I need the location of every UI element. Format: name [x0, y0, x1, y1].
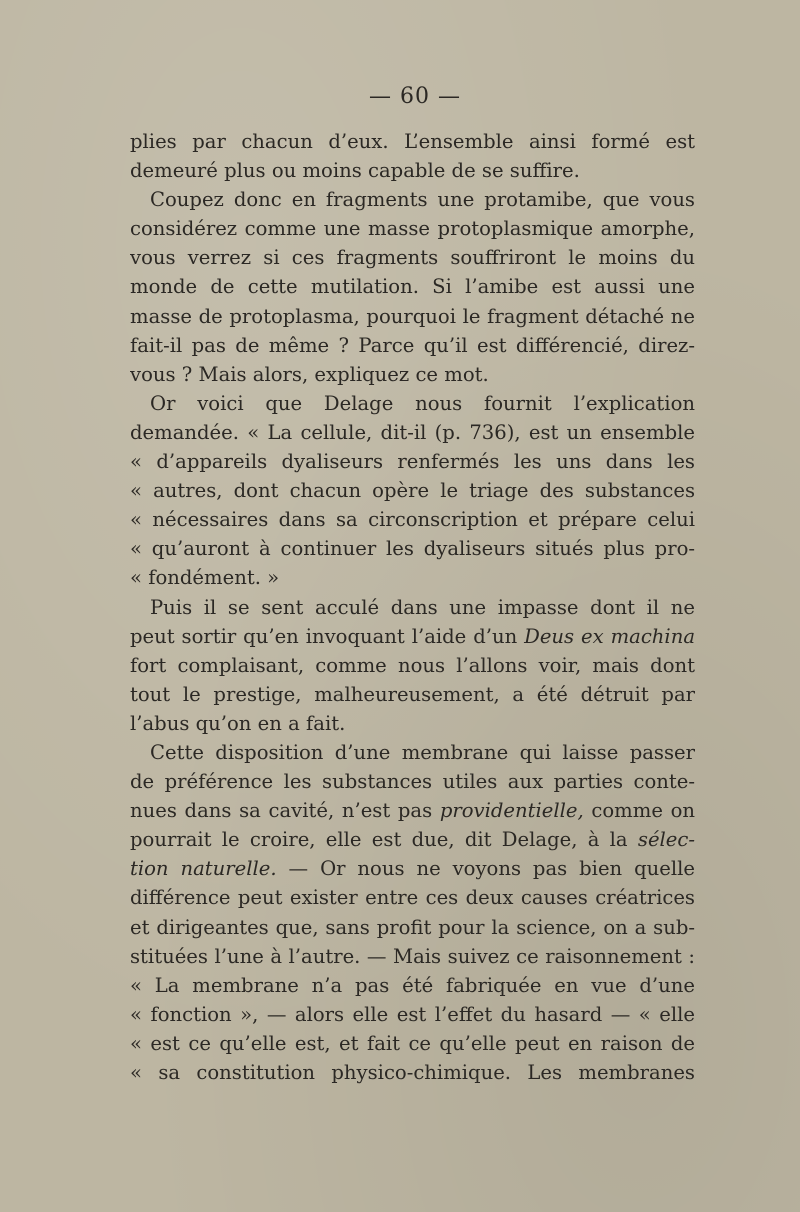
text-line: Coupez donc en fragments une protamibe, que vous [150, 188, 695, 212]
text-line: peut sortir qu’en invoquant l’aide d’un Deus ex machina [130, 624, 695, 648]
text-line: « fondément. » [130, 566, 280, 590]
text-line: pourrait le croire, elle est due, dit Delage, à la sélec- [130, 828, 695, 852]
text-line: « La membrane n’a pas été fabriquée en vue d’une [130, 973, 695, 997]
text-line: tion naturelle. — Or nous ne voyons pas bien quelle [130, 857, 695, 881]
page-number: — 60 — [369, 84, 461, 109]
text-line: différence peut exister entre ces deux causes créatrices [130, 886, 695, 910]
text-line: demeuré plus ou moins capable de se suffire. [130, 159, 580, 183]
text-line: « est ce qu’elle est, et fait ce qu’elle peut en raison de [130, 1031, 695, 1055]
text-line: « fonction », — alors elle est l’effet du hasard — « elle [130, 1002, 695, 1026]
text-line: monde de cette mutilation. Si l’amibe est aussi une [130, 275, 695, 299]
text-line: et dirigeantes que, sans profit pour la science, on a sub- [130, 915, 695, 939]
text-line: Puis il se sent acculé dans une impasse dont il ne [150, 595, 695, 619]
italic-phrase: tion naturelle. [130, 857, 277, 881]
text-line: l’abus qu’on en a fait. [130, 711, 346, 735]
text-line: considérez comme une masse protoplasmique amorphe, [130, 217, 695, 241]
text-line: masse de protoplasma, pourquoi le fragment détaché ne [130, 304, 695, 328]
italic-phrase: providentielle, [439, 799, 584, 823]
italic-phrase: Deus ex machina [524, 624, 695, 648]
text-line: Or voici que Delage nous fournit l’explication [150, 391, 695, 415]
text-line: fort complaisant, comme nous l’allons voir, mais dont [130, 653, 695, 677]
text-line: Cette disposition d’une membrane qui laisse passer [150, 740, 695, 764]
text-line: nues dans sa cavité, n’est pas providentielle, comme on [130, 799, 695, 823]
text-line: tout le prestige, malheureusement, a été détruit par [130, 682, 695, 706]
text-line: de préférence les substances utiles aux parties conte- [130, 770, 695, 794]
text-line: fait-il pas de même ? Parce qu’il est différencié, direz- [130, 333, 695, 357]
text-line: plies par chacun d’eux. L’ensemble ainsi formé est [130, 130, 695, 153]
italic-phrase: sélec- [637, 828, 695, 852]
text-line: « nécessaires dans sa circonscription et prépare celui [130, 508, 695, 532]
text-line: « qu’auront à continuer les dyaliseurs situés plus pro- [130, 537, 695, 561]
text-line: vous verrez si ces fragments souffriront le moins du [130, 246, 695, 270]
text-line: vous ? Mais alors, expliquez ce mot. [130, 362, 489, 386]
text-line: demandée. « La cellule, dit-il (p. 736), est un ensemble [130, 420, 695, 444]
body-text [130, 127, 695, 1087]
text-line: « autres, dont chacun opère le triage des substances [130, 479, 695, 503]
text-line: « d’appareils dyaliseurs renfermés les uns dans les [130, 450, 695, 474]
text-line: stituées l’une à l’autre. — Mais suivez ce raisonnement : [130, 944, 695, 968]
text-line: « sa constitution physico-chimique. Les membranes [130, 1061, 695, 1084]
